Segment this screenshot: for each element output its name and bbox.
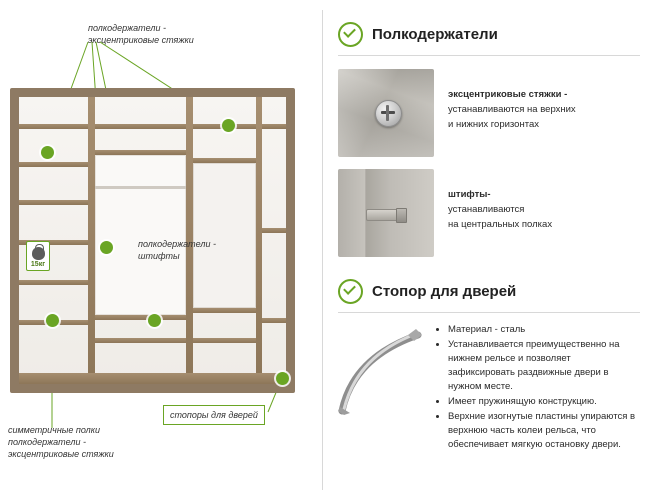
bullet-2: • Устанавливается преимущественно на нижнем рельсе и позволяет зафиксировать раздвижные двери в нужном месте.: [448, 338, 640, 394]
shelf-far-3: [262, 318, 286, 323]
panel-mid: [95, 155, 186, 315]
vertical-divider-far-right: [256, 97, 262, 384]
shelf-right-4: [193, 338, 256, 343]
callout-top-line2: эксцентриковые стяжки: [88, 35, 194, 45]
vertical-divider-left: [88, 97, 95, 384]
cam-lock-photo: [338, 69, 434, 157]
panel-divider: [322, 10, 323, 490]
door-stopper-illustration: [338, 323, 424, 415]
shelf-far-1: [262, 124, 286, 129]
section-shelf-supports-header: [338, 22, 640, 47]
weight-capacity-badge: [26, 241, 50, 271]
shelf-mid-bottom: [95, 315, 186, 320]
shelf-mid-top: [95, 124, 186, 129]
node-cam-lock-top-left: [41, 146, 54, 159]
callout-middle-line1: полкодержатели -: [138, 239, 216, 249]
item-pin: [338, 169, 640, 257]
shelf-pin-icon: [366, 209, 398, 221]
item-pin-title: штифты-: [448, 189, 491, 200]
callout-top-line1: полкодержатели -: [88, 23, 166, 33]
callout-top: [88, 22, 238, 46]
section-door-stopper-header: [338, 279, 640, 304]
item-cam-lock-title: эксцентриковые стяжки -: [448, 89, 568, 100]
callout-middle: [138, 238, 228, 262]
item-cam-lock: [338, 69, 640, 157]
door-stopper-svg: [338, 323, 424, 415]
section-door-stopper-divider: [338, 312, 640, 313]
item-cam-lock-line1: устанавливаются на верхних: [448, 104, 576, 115]
callout-middle-line2: штифты: [138, 251, 180, 261]
item-pin-text: [448, 169, 552, 232]
callout-bottom-line2: полкодержатели -: [8, 437, 86, 447]
shelf-left-5: [19, 280, 88, 285]
callout-bottom-line1: симметричные полки: [8, 425, 100, 435]
node-cam-lock-top-right: [222, 119, 235, 132]
bullet-4: • Верхние изогнутые пластины упираются в верхнюю часть колеи рельса, что обеспечивает мягкую остановку двери.: [448, 410, 640, 452]
door-stopper-bullets: [434, 323, 640, 453]
hanging-rail: [95, 186, 186, 189]
door-stopper-content: [338, 323, 640, 453]
shelf-mid-low: [95, 338, 186, 343]
item-cam-lock-line2: и нижних горизонтах: [448, 119, 539, 130]
check-circle-icon: [338, 22, 363, 47]
section-shelf-supports-divider: [338, 55, 640, 56]
check-circle-icon-2: [338, 279, 363, 304]
item-pin-line2: на центральных полках: [448, 219, 553, 230]
panel-right: [193, 163, 256, 308]
item-cam-lock-text: [448, 69, 576, 132]
plinth: [19, 373, 286, 384]
callout-bottom: [8, 424, 158, 460]
callout-bottom-line3: эксцентриковые стяжки: [8, 449, 114, 459]
callout-door-stoppers: стопоры для дверей: [163, 405, 265, 425]
bullet-3: • Имеет пружинящую конструкцию.: [448, 395, 640, 409]
node-bottom-middle: [148, 314, 161, 327]
bullet-1: • Материал - сталь: [448, 323, 640, 337]
node-door-stopper: [276, 372, 289, 385]
shelf-pin-photo: [338, 169, 434, 257]
section-door-stopper-title: Стопор для дверей: [372, 283, 517, 300]
node-pin-middle: [100, 241, 113, 254]
section-door-stopper: [330, 257, 652, 453]
node-bottom-left: [46, 314, 59, 327]
wardrobe-diagram-panel: [0, 0, 322, 500]
shelf-right-3: [193, 308, 256, 313]
shelf-left-3: [19, 200, 88, 205]
section-shelf-supports-title: Полкодержатели: [372, 26, 498, 43]
cam-lock-icon: [375, 100, 402, 127]
section-shelf-supports: [330, 0, 652, 257]
details-panel: [330, 0, 652, 500]
weight-value: 15кг: [30, 261, 46, 268]
kettlebell-icon: [32, 247, 45, 260]
shelf-left-2: [19, 162, 88, 167]
shelf-far-2: [262, 228, 286, 233]
item-pin-line1: устанавливаются: [448, 204, 525, 215]
shelf-left-1: [19, 124, 88, 129]
